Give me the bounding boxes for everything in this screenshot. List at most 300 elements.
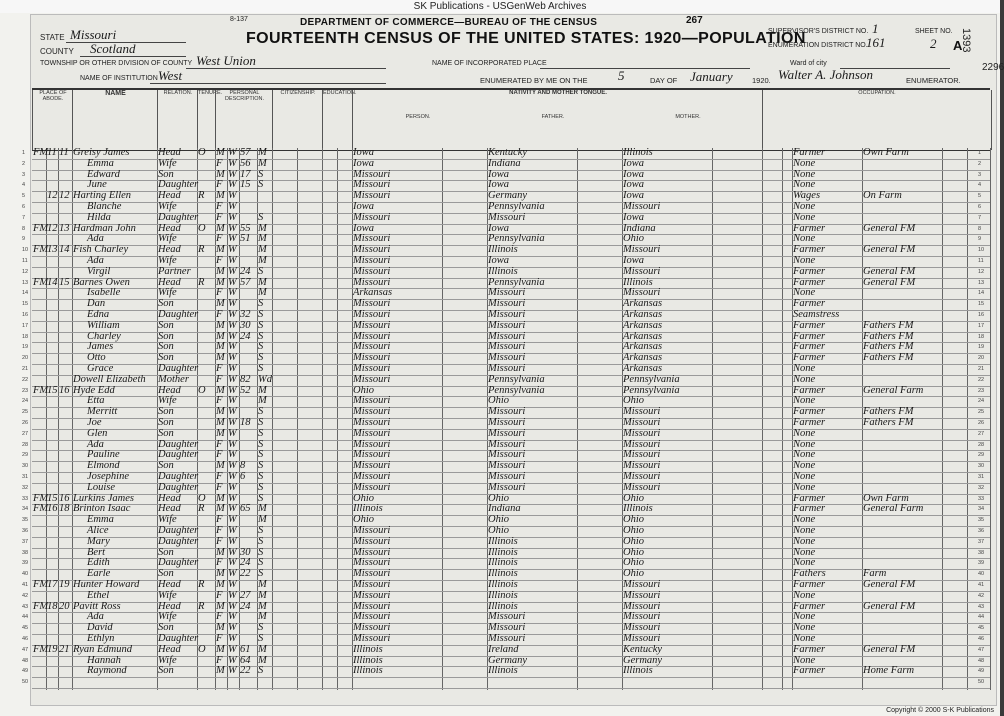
cell-fam: 16 <box>59 384 70 396</box>
cell-race: W <box>228 622 237 634</box>
cell-ms: S <box>258 492 264 504</box>
cell-mbp: Missouri <box>623 417 661 428</box>
cell-bp: Missouri <box>353 460 391 472</box>
cell-rel: Head <box>158 503 181 515</box>
cell-name: Barnes Owen <box>73 276 130 288</box>
cell-name: Fish Charley <box>73 244 129 256</box>
cell-ind: General FM <box>863 265 916 277</box>
cell-race: W <box>228 319 237 331</box>
cell-race: W <box>228 190 237 202</box>
cell-mbp: Arkansas <box>623 319 663 331</box>
cell-bp: Missouri <box>353 276 391 288</box>
row-number-right: 8 <box>978 225 982 232</box>
row-number-right: 11 <box>978 258 984 264</box>
cell-ms: M <box>258 643 267 655</box>
cell-ms: S <box>258 449 264 461</box>
grid-column-line <box>990 148 991 690</box>
cell-race: W <box>228 481 237 493</box>
cell-sex: F <box>216 481 223 493</box>
cell-fbp: Pennsylvania <box>488 276 545 288</box>
cell-fbp: Missouri <box>488 330 526 342</box>
margin-number-1: 1393 <box>960 28 972 53</box>
row-number-right: 14 <box>978 290 985 297</box>
cell-mbp: Iowa <box>623 255 644 266</box>
cell-name: Isabelle <box>87 287 121 299</box>
cell-fbp: Kentucky <box>488 147 528 158</box>
cell-ten: O <box>198 643 206 655</box>
cell-sex: F <box>216 611 223 623</box>
cell-fbp: Germany <box>488 654 528 666</box>
cell-ms: M <box>258 287 267 299</box>
cell-fbp: Missouri <box>488 319 526 331</box>
cell-age: 24 <box>240 600 251 612</box>
table-row <box>22 211 990 224</box>
row-number-right: 36 <box>978 528 985 534</box>
department-heading: DEPARTMENT OF COMMERCE—BUREAU OF THE CENSUS <box>300 17 598 28</box>
cell-name: Virgil <box>87 265 111 277</box>
cell-race: W <box>228 211 237 223</box>
cell-race: W <box>228 384 237 396</box>
cell-fbp: Missouri <box>488 287 526 299</box>
row-number-right: 19 <box>978 344 985 351</box>
cell-name: Edith <box>87 557 110 569</box>
cell-occ: None <box>793 471 816 482</box>
cell-name: Louise <box>87 481 116 493</box>
row-number-right: 6 <box>978 204 982 210</box>
cell-bp: Missouri <box>353 330 391 342</box>
row-number: 41 <box>22 582 29 588</box>
cell-rel: Wife <box>158 287 177 299</box>
cell-bp: Iowa <box>353 147 374 158</box>
cell-sex: F <box>216 201 223 212</box>
row-number-right: 31 <box>978 474 985 480</box>
cell-sex: M <box>216 298 225 310</box>
cell-sex: F <box>216 157 223 169</box>
cell-name: Earle <box>87 568 111 580</box>
cell-sex: F <box>216 471 223 482</box>
cell-sex: M <box>216 568 225 580</box>
cell-bp: Missouri <box>353 633 391 644</box>
cell-mbp: Missouri <box>623 427 661 439</box>
cell-rel: Daughter <box>158 211 199 223</box>
cell-rel: Wife <box>158 395 177 407</box>
cell-rel: Head <box>158 600 181 612</box>
cell-rel: Head <box>158 643 181 655</box>
cell-race: W <box>228 417 237 428</box>
row-number: 37 <box>22 538 29 545</box>
cell-occ: Seamstress <box>793 309 840 320</box>
row-number-right: 38 <box>978 549 985 556</box>
form-number: 8-137 <box>230 16 248 23</box>
row-number-right: 21 <box>978 366 985 372</box>
cell-age: 22 <box>240 568 251 580</box>
cell-bp: Ohio <box>353 514 374 526</box>
table-row <box>22 373 990 386</box>
cell-age: 30 <box>240 546 251 558</box>
cell-age: 18 <box>240 417 251 428</box>
row-number-right: 47 <box>978 646 985 653</box>
cell-occ: Farmer <box>793 503 826 515</box>
row-number: 28 <box>22 441 29 448</box>
row-number: 30 <box>22 463 29 470</box>
cell-fbp: Missouri <box>488 471 526 482</box>
cell-ms: S <box>258 568 264 580</box>
col-personal: PERSONAL DESCRIPTION. <box>215 90 273 150</box>
cell-race: W <box>228 438 237 450</box>
cell-dw: 12 <box>47 190 58 202</box>
col-tenure: TENURE. <box>197 90 216 150</box>
cell-ms: M <box>258 244 267 256</box>
cell-sex: F <box>216 438 223 450</box>
cell-fam: 12 <box>59 190 70 202</box>
cell-mbp: Ohio <box>623 546 644 558</box>
cell-race: W <box>228 600 237 612</box>
cell-bp: Missouri <box>353 546 391 558</box>
cell-occ: Farmer <box>793 384 826 396</box>
cell-mbp: Illinois <box>623 503 653 515</box>
cell-name: Etta <box>87 395 105 407</box>
cell-farm: FM <box>33 503 49 515</box>
cell-mbp: Missouri <box>623 622 661 634</box>
cell-race: W <box>228 222 237 234</box>
row-number-right: 10 <box>978 247 985 254</box>
cell-rel: Son <box>158 665 174 677</box>
cell-name: Ada <box>87 438 104 450</box>
cell-name: Hardman John <box>73 222 136 234</box>
cell-race: W <box>228 654 237 666</box>
cell-ind: General FM <box>863 244 916 256</box>
cell-fbp: Missouri <box>488 622 526 634</box>
cell-mbp: Iowa <box>623 190 644 202</box>
row-number: 5 <box>22 193 26 200</box>
cell-fbp: Missouri <box>488 611 526 623</box>
cell-rel: Son <box>158 298 174 310</box>
cell-bp: Missouri <box>353 535 391 547</box>
row-number: 49 <box>22 668 29 675</box>
cell-fbp: Missouri <box>488 460 526 472</box>
cell-bp: Missouri <box>353 255 391 266</box>
cell-race: W <box>228 168 237 180</box>
cell-occ: Farmer <box>793 600 826 612</box>
cell-occ: None <box>793 427 816 439</box>
row-number: 27 <box>22 430 29 437</box>
state-label: STATE <box>40 33 65 42</box>
cell-ms: S <box>258 481 264 493</box>
cell-name: Ada <box>87 611 104 623</box>
cell-sex: M <box>216 352 225 364</box>
table-row <box>22 535 990 548</box>
cell-mbp: Pennsylvania <box>623 384 680 396</box>
cell-sex: M <box>216 643 225 655</box>
sheet-letter: A <box>953 38 963 53</box>
cell-age: 22 <box>240 665 251 677</box>
cell-ms: S <box>258 557 264 569</box>
cell-age: 8 <box>240 460 246 472</box>
page-stamp: 267 <box>686 15 703 26</box>
cell-occ: Farmer <box>793 492 826 504</box>
cell-race: W <box>228 233 237 245</box>
ed-label: ENUMERATION DISTRICT NO. <box>768 42 868 49</box>
cell-fam: 20 <box>59 600 70 612</box>
cell-dw: 13 <box>47 244 58 256</box>
cell-mbp: Iowa <box>623 157 644 169</box>
table-row <box>22 665 990 677</box>
cell-rel: Son <box>158 546 174 558</box>
cell-rel: Son <box>158 319 174 331</box>
cell-bp: Illinois <box>353 503 383 515</box>
cell-mbp: Ohio <box>623 557 644 569</box>
row-number: 36 <box>22 528 29 534</box>
cell-ms: M <box>258 157 267 169</box>
cell-rel: Wife <box>158 514 177 526</box>
cell-name: Lurkins James <box>73 492 134 504</box>
row-number: 45 <box>22 625 29 632</box>
cell-ms: M <box>258 233 267 245</box>
cell-sex: M <box>216 460 225 472</box>
cell-fbp: Ohio <box>488 395 509 407</box>
cell-race: W <box>228 589 237 601</box>
cell-mbp: Arkansas <box>623 309 663 320</box>
cell-mbp: Ohio <box>623 535 644 547</box>
cell-bp: Missouri <box>353 341 391 353</box>
ed-value: 161 <box>866 35 886 50</box>
cell-bp: Missouri <box>353 319 391 331</box>
cell-name: Hunter Howard <box>73 579 140 590</box>
row-number-right: 4 <box>978 182 982 189</box>
cell-occ: None <box>793 287 816 299</box>
cell-bp: Missouri <box>353 211 391 223</box>
cell-dw: 17 <box>47 579 58 590</box>
cell-race: W <box>228 157 237 169</box>
row-number-right: 27 <box>978 430 985 437</box>
enumerated-day: 5 <box>618 68 625 83</box>
cell-ms: M <box>258 600 267 612</box>
row-number-right: 49 <box>978 668 985 675</box>
cell-mbp: Ohio <box>623 525 644 536</box>
cell-farm: FM <box>33 579 49 590</box>
cell-ms: S <box>258 460 264 472</box>
cell-occ: None <box>793 546 816 558</box>
row-number-right: 12 <box>978 268 985 275</box>
cell-occ: None <box>793 557 816 569</box>
row-number-right: 5 <box>978 193 982 200</box>
cell-fbp: Pennsylvania <box>488 233 545 245</box>
cell-ind: On Farm <box>863 190 902 202</box>
cell-fam: 19 <box>59 579 70 590</box>
cell-occ: None <box>793 373 816 385</box>
cell-age: 30 <box>240 319 251 331</box>
cell-mbp: Iowa <box>623 211 644 223</box>
cell-ms: M <box>258 589 267 601</box>
cell-fam: 16 <box>59 492 70 504</box>
cell-age: 51 <box>240 233 251 245</box>
cell-rel: Wife <box>158 255 177 266</box>
cell-ms: S <box>258 265 264 277</box>
cell-age: 57 <box>240 276 251 288</box>
cell-ind: Fathers FM <box>863 417 914 428</box>
cell-occ: Farmer <box>793 244 826 256</box>
cell-sex: F <box>216 287 223 299</box>
cell-bp: Missouri <box>353 298 391 310</box>
col-relation: RELATION. <box>157 90 198 150</box>
cell-occ: None <box>793 449 816 461</box>
cell-fbp: Missouri <box>488 633 526 644</box>
cell-fam: 11 <box>59 147 69 158</box>
cell-fbp: Pennsylvania <box>488 384 545 396</box>
cell-mbp: Missouri <box>623 589 661 601</box>
cell-occ: None <box>793 363 816 374</box>
cell-occ: None <box>793 233 816 245</box>
cell-name: Edna <box>87 309 110 320</box>
cell-dw: 15 <box>47 384 58 396</box>
cell-bp: Missouri <box>353 589 391 601</box>
watermark-bar: SK Publications - USGenWeb Archives <box>0 0 1000 13</box>
cell-age: 52 <box>240 384 251 396</box>
cell-mbp: Ohio <box>623 568 644 580</box>
cell-sex: M <box>216 276 225 288</box>
cell-mbp: Missouri <box>623 471 661 482</box>
cell-age: 55 <box>240 222 251 234</box>
cell-race: W <box>228 201 237 212</box>
cell-rel: Head <box>158 492 181 504</box>
cell-sex: M <box>216 492 225 504</box>
copyright-notice: Copyright © 2000 S-K Publications <box>886 707 994 714</box>
cell-occ: None <box>793 535 816 547</box>
cell-rel: Daughter <box>158 633 199 644</box>
cell-sex: M <box>216 244 225 256</box>
cell-race: W <box>228 244 237 256</box>
cell-occ: None <box>793 633 816 644</box>
cell-bp: Missouri <box>353 579 391 590</box>
cell-mbp: Illinois <box>623 665 653 677</box>
cell-rel: Son <box>158 417 174 428</box>
cell-farm: FM <box>33 147 49 158</box>
cell-name: Josephine <box>87 471 129 482</box>
row-number: 4 <box>22 182 26 189</box>
cell-fbp: Missouri <box>488 363 526 374</box>
cell-race: W <box>228 298 237 310</box>
cell-ten: R <box>198 244 205 256</box>
cell-sex: M <box>216 579 225 590</box>
cell-ms: M <box>258 514 267 526</box>
row-number: 29 <box>22 452 29 459</box>
cell-age: 6 <box>240 471 246 482</box>
cell-sex: F <box>216 589 223 601</box>
sheet-value: 2 <box>930 36 937 51</box>
cell-ms: M <box>258 503 267 515</box>
cell-ms: M <box>258 611 267 623</box>
cell-rel: Mother <box>158 373 189 385</box>
cell-fbp: Pennsylvania <box>488 373 545 385</box>
cell-fbp: Ireland <box>488 643 519 655</box>
row-number: 10 <box>22 247 29 254</box>
cell-occ: Farmer <box>793 147 826 158</box>
cell-fbp: Illinois <box>488 579 518 590</box>
census-rows <box>22 147 990 690</box>
cell-mbp: Germany <box>623 654 663 666</box>
row-number: 20 <box>22 355 29 362</box>
cell-bp: Missouri <box>353 427 391 439</box>
cell-race: W <box>228 352 237 364</box>
cell-bp: Missouri <box>353 265 391 277</box>
cell-fbp: Illinois <box>488 568 518 580</box>
cell-mbp: Missouri <box>623 449 661 461</box>
cell-bp: Missouri <box>353 168 391 180</box>
row-number: 24 <box>22 398 29 405</box>
row-number-right: 23 <box>978 387 985 394</box>
cell-farm: FM <box>33 600 49 612</box>
cell-rel: Wife <box>158 201 177 212</box>
table-row <box>22 427 990 440</box>
cell-mbp: Missouri <box>623 481 661 493</box>
cell-fbp: Germany <box>488 190 528 202</box>
row-number-right: 25 <box>978 409 985 416</box>
cell-rel: Daughter <box>158 363 199 374</box>
row-number: 6 <box>22 204 26 210</box>
cell-mbp: Indiana <box>623 222 656 234</box>
cell-fbp: Iowa <box>488 222 509 234</box>
cell-name: Ada <box>87 255 104 266</box>
cell-rel: Head <box>158 222 181 234</box>
cell-ms: M <box>258 276 267 288</box>
cell-race: W <box>228 406 237 418</box>
row-number-right: 37 <box>978 538 985 545</box>
cell-ind: Home Farm <box>863 665 915 677</box>
cell-mbp: Ohio <box>623 514 644 526</box>
cell-mbp: Ohio <box>623 492 644 504</box>
cell-ms: S <box>258 535 264 547</box>
cell-ind: General FM <box>863 222 916 234</box>
row-number-right: 24 <box>978 398 985 405</box>
cell-bp: Missouri <box>353 309 391 320</box>
row-number-right: 34 <box>978 506 985 513</box>
nativity-person: PERSON. <box>405 114 431 120</box>
cell-mbp: Missouri <box>623 265 661 277</box>
cell-mbp: Missouri <box>623 600 661 612</box>
cell-rel: Wife <box>158 611 177 623</box>
cell-race: W <box>228 633 237 644</box>
cell-race: W <box>228 395 237 407</box>
cell-mbp: Arkansas <box>623 341 663 353</box>
row-number-right: 45 <box>978 625 985 632</box>
year-label: 1920. <box>752 76 771 85</box>
cell-bp: Missouri <box>353 481 391 493</box>
cell-fam: 21 <box>59 643 70 655</box>
grid-row-line <box>32 688 990 689</box>
cell-fbp: Illinois <box>488 665 518 677</box>
cell-sex: M <box>216 665 225 677</box>
cell-bp: Missouri <box>353 233 391 245</box>
cell-ms: M <box>258 255 267 266</box>
row-number-right: 17 <box>978 322 985 329</box>
cell-fam: 14 <box>59 244 70 256</box>
cell-bp: Missouri <box>353 179 391 191</box>
cell-fam: 18 <box>59 503 70 515</box>
cell-fbp: Ohio <box>488 514 509 526</box>
cell-race: W <box>228 546 237 558</box>
cell-fbp: Missouri <box>488 438 526 450</box>
row-number: 15 <box>22 301 29 308</box>
row-number: 25 <box>22 409 29 416</box>
cell-name: David <box>87 622 113 634</box>
cell-fbp: Missouri <box>488 481 526 493</box>
cell-sex: F <box>216 363 223 374</box>
cell-sex: M <box>216 546 225 558</box>
cell-bp: Missouri <box>353 190 391 202</box>
nativity-father: FATHER. <box>541 114 565 120</box>
cell-occ: None <box>793 460 816 472</box>
row-number: 47 <box>22 646 29 653</box>
